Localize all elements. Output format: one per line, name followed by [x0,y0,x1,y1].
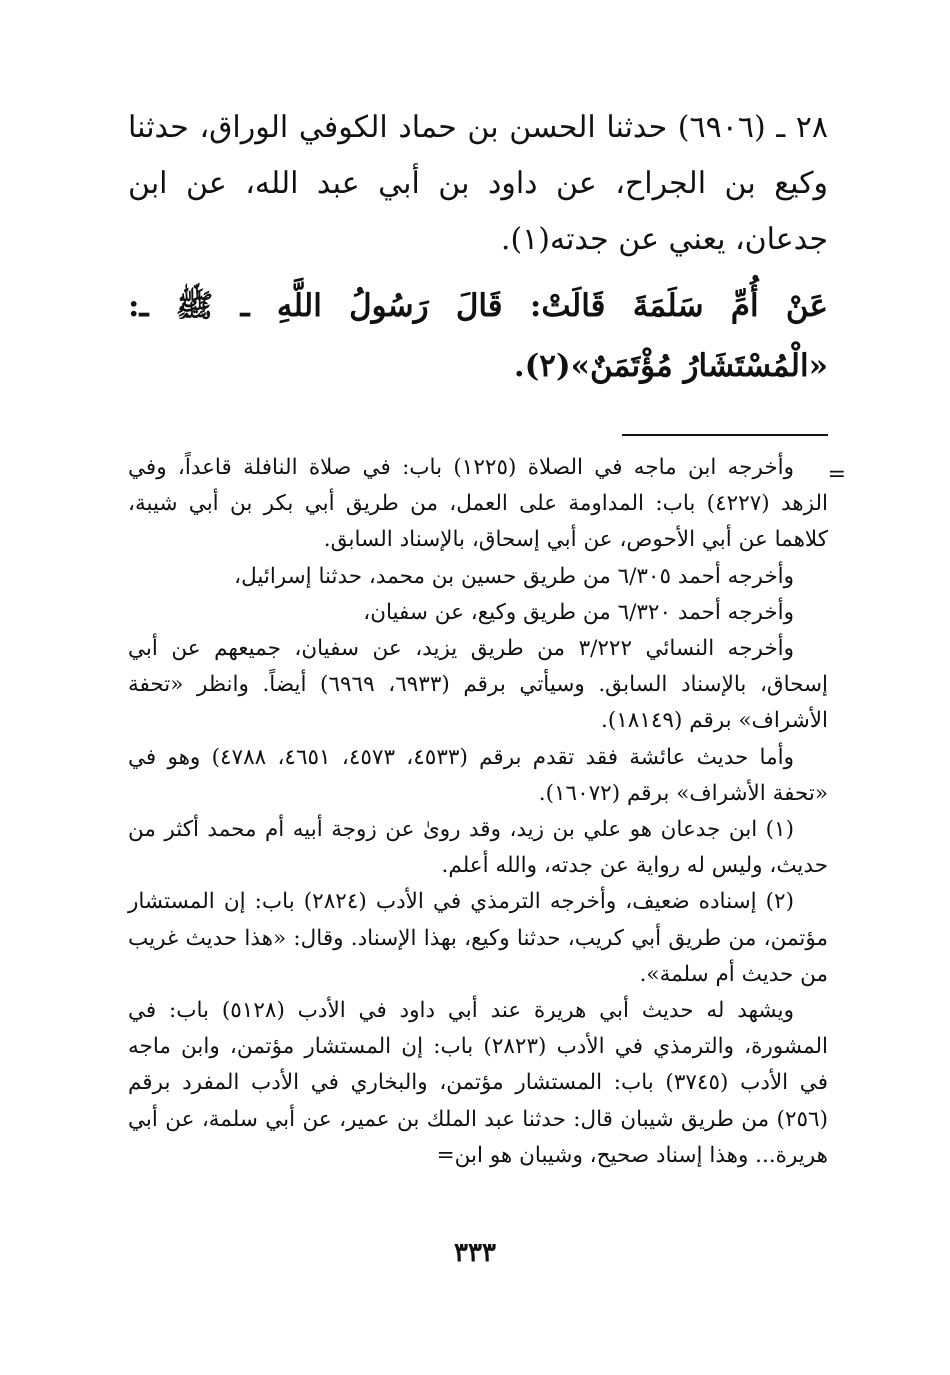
footnote-paragraph: وأخرجه النسائي ٣/٢٢٢ من طريق يزيد، عن سفيان، جميعهم عن أبي إسحاق، بالإسناد السابق. وسيأتي برقم (٦٩٣٣، ٦٩٦٩) أيضاً. وانظر «تحفة الأشراف» برقم (١٨١٤٩). [128,636,828,734]
hadith-isnad: ٢٨ ـ (٦٩٠٦) حدثنا الحسن بن حماد الكوفي الوراق، حدثنا وكيع بن الجراح، عن داود بن أبي عبد الله، عن ابن جدعان، يعني عن جدته(١). [128,110,828,257]
footnote-separator [622,434,828,436]
continuation-mark: = [827,462,846,487]
footnote-paragraph: ويشهد له حديث أبي هريرة عند أبي داود في الأدب (٥١٢٨) باب: في المشورة، والترمذي في الأدب (٢٨٢٣) باب: إن المستشار مؤتمن، وابن ماجه في الأدب (٣٧٤٥) باب: المستشار مؤتمن، والبخاري في الأدب المفرد برقم (٢٥٦) من طريق شيبان قال: حدثنا عبد الملك بن عمير، عن أبي سلمة، عن أبي هريرة... وهذا إسناد صحيح، وشيبان هو ابن= [128,998,829,1168]
hadith-matn: عَنْ أُمِّ سَلَمَةَ قَالَتْ: قَالَ رَسُولُ اللَّهِ ـ ﷺ ـ: «الْمُسْتَشَارُ مُؤْتَمَنٌ»(٢). [128,288,828,384]
footnotes [128,450,828,1174]
page-number: ٣٣٣ [454,1238,496,1268]
footnote-1: (١) ابن جدعان هو علي بن زيد، وقد روىٰ عن زوجة أبيه أم محمد أكثر من حديث، وليس له رواية عن جدته، والله أعلم. [128,817,828,879]
footnote-paragraph: وأما حديث عائشة فقد تقدم برقم (٤٥٣٣، ٤٥٧٣، ٤٦٥١، ٤٧٨٨) وهو في «تحفة الأشراف» برقم (١٦٠٧٢). [128,744,828,806]
footnote-2: (٢) إسناده ضعيف، وأخرجه الترمذي في الأدب (٢٨٢٤) باب: إن المستشار مؤتمن، من طريق أبي كريب، حدثنا وكيع، بهذا الإسناد. وقال: «هذا حديث غريب من حديث أم سلمة». [128,889,828,987]
main-text [128,100,828,396]
footnote-paragraph: وأخرجه أحمد ٦/٣٠٥ من طريق حسين بن محمد، حدثنا إسرائيل، [234,563,794,589]
footnote-paragraph: وأخرجه أحمد ٦/٣٢٠ من طريق وكيع، عن سفيان، [363,599,794,625]
footnote-paragraph: وأخرجه ابن ماجه في الصلاة (١٢٢٥) باب: في صلاة النافلة قاعداً، وفي الزهد (٤٢٢٧) باب: المداومة على العمل، من طريق أبي بكر بن أبي شيبة، كلاهما عن أبي الأحوص، عن أبي إسحاق، بالإسناد السابق. [128,455,828,553]
